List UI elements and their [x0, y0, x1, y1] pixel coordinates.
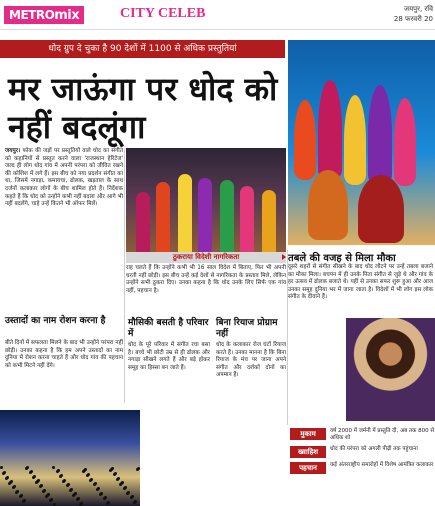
crowd-figure	[19, 495, 22, 498]
crowd-figure	[32, 476, 35, 479]
crowd-figure	[89, 479, 92, 482]
performer-figure	[368, 85, 392, 185]
crowd-figure	[5, 477, 8, 480]
crowd-figure	[39, 485, 42, 488]
crowd-figure	[2, 472, 5, 475]
fact-box	[290, 428, 435, 478]
crowd-figure	[42, 490, 45, 493]
crowd-figure	[130, 496, 133, 499]
crowd-figure	[113, 473, 116, 476]
crowd-figure	[136, 468, 139, 471]
crowd-figure	[133, 501, 136, 504]
crowd-figure	[15, 491, 18, 494]
crowd-figure	[72, 494, 75, 497]
masthead	[0, 0, 435, 30]
performer-figure	[178, 174, 192, 252]
performer-figure	[262, 190, 276, 252]
subheading-riyaz: बिना रियाज प्रोग्राम नहीं	[216, 318, 278, 339]
performer-figure	[344, 95, 366, 185]
artist-portrait	[346, 318, 435, 421]
crowd-figure	[106, 502, 109, 505]
column-divider	[124, 148, 125, 403]
brand-logo: METROmix	[4, 6, 84, 24]
performer-figure	[308, 170, 348, 240]
dateline-date: 28 फरवरी 20	[393, 15, 433, 23]
dateline-city: जयपुर, रवि	[403, 5, 433, 13]
subheading-tabla: तबले की वजह से मिला मौका	[288, 250, 435, 264]
crowd-figure	[49, 499, 52, 502]
crowd-figure	[116, 478, 119, 481]
fact-row	[290, 428, 435, 442]
performer-figure	[318, 80, 342, 180]
crowd-figure	[99, 493, 102, 496]
crowd-figure	[109, 469, 112, 472]
crowd-figure	[76, 498, 79, 501]
performer-figure	[220, 180, 234, 252]
performer-figure	[358, 175, 404, 243]
fact-tag: मुकाम	[290, 428, 326, 440]
crowd-figure	[12, 486, 15, 489]
crowd-figure	[29, 471, 32, 474]
riyaz-text: धोद के कलाकार रोज घंटों रियाज करते हैं। उनका मानना है कि बिना रियाज के मंच पर जाना अपने संगीत और दर्शकों दोनों का अपमान है।	[216, 342, 286, 379]
crowd-figure	[123, 487, 126, 490]
fact-row	[290, 446, 435, 458]
crowd-figure	[62, 480, 65, 483]
crowd-figure	[86, 474, 89, 477]
photo-caption: ठुकराया विदेशी नागरिकता	[126, 252, 286, 263]
headline: मर जाऊंगा पर धोद को नहीं बदलूंगा	[8, 70, 278, 146]
fact-row	[290, 462, 435, 474]
section-title: CITY CELEB	[120, 6, 206, 21]
performer-figure	[136, 192, 150, 252]
crowd-figure	[45, 495, 48, 498]
kicker-banner: धोद ग्रुप दे चुका है 90 देशों में 1100 से अधिक प्रस्तुतियां	[0, 40, 285, 58]
article-text: फोक की जड़ों पर प्रस्तुतियों वाले धोद का संगीत को कहानियों से प्रस्तुत करने वाला 'राजस्थान हेरिटेज' जल्द ही लोग धोद गांव में अपनी परंपरा को जीवित रखने की कोशिश में लगे हैं। इस बीच को नया प्रदर्शन संगीत का था, जिसमें नगाड़ा, कमायचा, ढोलक, खड़ताल के साथ दर्जनों कलाकार लोगों के बीच शामिल होते हैं। निर्देशक कहते हैं कि धोद को उन्होंने कभी नहीं बदला और आगे भी नहीं बदलेंगे, चाहे उन्हें कितने भी ऑफर मिलें।	[5, 148, 123, 208]
fact-text: कई अंतरराष्ट्रीय समारोहों में विशेष आमंत्रित कलाकार	[330, 462, 434, 468]
crowd-figure	[0, 466, 3, 469]
performer-figure	[240, 186, 254, 252]
subheading-family: मौसिकी बसती है परिवार में	[128, 318, 209, 339]
crowd-figure	[66, 484, 69, 487]
crowd-figure	[93, 483, 96, 486]
crowd-figure	[22, 500, 25, 503]
crowd-figure	[25, 467, 28, 470]
performer-figure	[198, 178, 212, 252]
performer-figure	[294, 100, 316, 180]
stage-photo	[126, 148, 286, 252]
crowd-figure	[96, 488, 99, 491]
family-text: धोद के पूरे परिवार में संगीत रचा बसा है। बच्चे भी छोटी उम्र से ही ढोलक और नगाड़ा सीखने लगते हैं और बड़े होकर समूह का हिस्सा बन जाते हैं।	[128, 342, 210, 371]
fact-text: वर्ष 2000 में जर्मनी में प्रस्तुति दी, अब तक 800 से अधिक शो	[330, 428, 435, 441]
article-column-3: दूसरे शहरों से संगीत सीखने के बाद धोद लौटने पर उन्हें तबला बजाने का मौका मिला। बचपन में ही उनके पिता संगीत से जुड़े थे और गांव के हर उत्सव में ढोलक बजाते थे। यहीं से उनका सफर शुरू हुआ और आज उनका समूह दुनिया भर में जाना जाता है। विदेशों में भी लोग इस लोक संगीत के दीवाने हैं।	[288, 264, 433, 301]
article-column-2: राह चलते हैं कि उन्होंने कभी भी 16 साल विदेश में बिताए, फिर भी अपनी धरती नहीं छोड़ी। इस बीच उन्हें कई देशों से नागरिकता के प्रस्ताव मिले, लेकिन उन्होंने सभी ठुकरा दिए। उनका कहना है कि धोद उनके लिए सिर्फ एक गांव नहीं, पहचान है।	[126, 265, 286, 294]
crowd-figure	[35, 481, 38, 484]
dateline	[394, 4, 433, 24]
crowd-figure	[119, 483, 122, 486]
crowd-figure	[126, 492, 129, 495]
crowd-figure	[52, 466, 55, 469]
performer-figure	[394, 98, 416, 186]
crowd-figure	[8, 482, 11, 485]
crowd-figure	[59, 475, 62, 478]
fact-text: धोद की परंपरा को अगली पीढ़ी तक पहुंचाना	[330, 446, 418, 452]
article-column-1	[5, 148, 123, 209]
crowd-figure	[69, 489, 72, 492]
performer-figure	[156, 182, 170, 252]
subheading-ustad: उस्तादों का नाम रोशन करना है	[5, 316, 106, 326]
crowd-figure	[82, 470, 85, 473]
ustad-text: बीते दिनों में सफलता मिलने के बाद भी उन्होंने परंपरा नहीं छोड़ी। उनका कहना है कि हम अपने उस्तादों का नाम दुनिया में रोशन करना चाहते हैं और धोद गांव की पहचान को कभी मिटने नहीं देंगे।	[5, 340, 123, 369]
band-photo	[288, 40, 435, 245]
fact-tag: पहचान	[290, 462, 326, 474]
concert-crowd-photo	[0, 410, 140, 506]
crowd-figure	[103, 497, 106, 500]
crowd-figure	[56, 470, 59, 473]
dateline-lead: जयपुर।	[5, 148, 21, 154]
fact-tag: ख्वाहिश	[290, 446, 326, 458]
column-divider	[287, 250, 288, 425]
